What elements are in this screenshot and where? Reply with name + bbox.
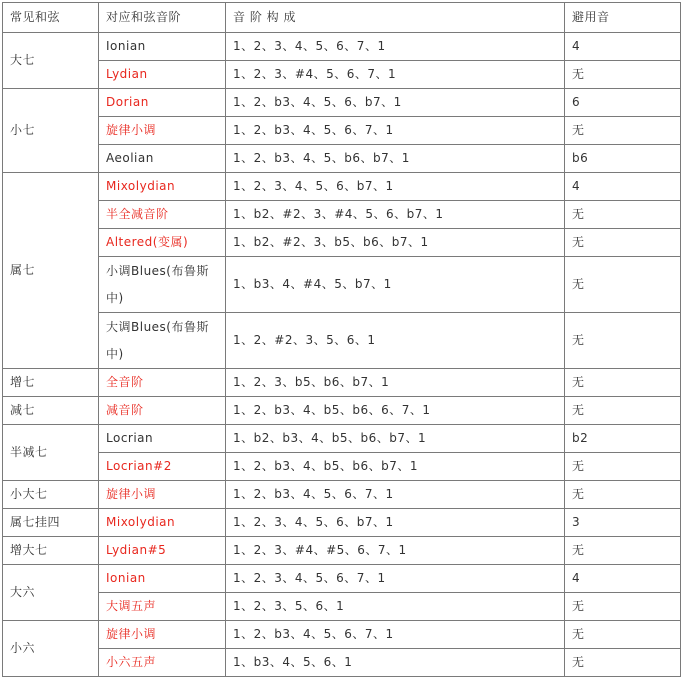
avoid-note-cell: 无 — [565, 201, 681, 229]
table-row — [3, 565, 681, 593]
scale-formula-cell: 1、2、b3、4、b5、b6、6、7、1 — [226, 397, 565, 425]
scale-name-cell: 减音阶 — [99, 397, 226, 425]
avoid-note-cell: 无 — [565, 369, 681, 397]
table-row — [3, 621, 681, 649]
chord-name-cell: 小七 — [3, 89, 99, 173]
scale-name-cell: Lydian — [99, 61, 226, 89]
table-row — [3, 61, 681, 89]
table-row — [3, 201, 681, 229]
table-row — [3, 89, 681, 117]
avoid-note-cell: 无 — [565, 313, 681, 369]
avoid-note-cell: 无 — [565, 61, 681, 89]
avoid-note-cell: 无 — [565, 537, 681, 565]
scale-formula-cell: 1、2、b3、4、5、6、b7、1 — [226, 89, 565, 117]
scale-formula-cell: 1、2、3、4、5、6、b7、1 — [226, 509, 565, 537]
header-chord: 常见和弦 — [3, 3, 99, 33]
scale-name-cell: 全音阶 — [99, 369, 226, 397]
chord-name-cell: 大六 — [3, 565, 99, 621]
avoid-note-cell: 无 — [565, 229, 681, 257]
scale-name-cell: 大调Blues(布鲁斯中) — [99, 313, 226, 369]
avoid-note-cell: 4 — [565, 565, 681, 593]
scale-formula-cell: 1、b2、b3、4、b5、b6、b7、1 — [226, 425, 565, 453]
scale-name-cell: 旋律小调 — [99, 117, 226, 145]
chord-name-cell: 增大七 — [3, 537, 99, 565]
scale-name-cell: Altered(变属) — [99, 229, 226, 257]
scale-name-cell: Locrian#2 — [99, 453, 226, 481]
table-row — [3, 537, 681, 565]
scale-formula-cell: 1、2、3、4、5、6、7、1 — [226, 565, 565, 593]
avoid-note-cell: 无 — [565, 397, 681, 425]
table-row — [3, 257, 681, 313]
scale-formula-cell: 1、2、b3、4、5、6、7、1 — [226, 481, 565, 509]
scale-formula-cell: 1、2、b3、4、5、6、7、1 — [226, 117, 565, 145]
chord-scale-table — [2, 2, 681, 677]
table-row — [3, 117, 681, 145]
table-row — [3, 369, 681, 397]
scale-name-cell: Dorian — [99, 89, 226, 117]
avoid-note-cell: 3 — [565, 509, 681, 537]
table-row — [3, 425, 681, 453]
table-row — [3, 481, 681, 509]
avoid-note-cell: 无 — [565, 481, 681, 509]
scale-formula-cell: 1、b3、4、5、6、1 — [226, 649, 565, 677]
header-avoid: 避用音 — [565, 3, 681, 33]
scale-name-cell: Ionian — [99, 565, 226, 593]
scale-formula-cell: 1、2、b3、4、5、b6、b7、1 — [226, 145, 565, 173]
scale-name-cell: Lydian#5 — [99, 537, 226, 565]
avoid-note-cell: b2 — [565, 425, 681, 453]
scale-name-cell: Ionian — [99, 33, 226, 61]
avoid-note-cell: 无 — [565, 453, 681, 481]
avoid-note-cell: 4 — [565, 33, 681, 61]
table-row — [3, 397, 681, 425]
scale-formula-cell: 1、2、3、5、6、1 — [226, 593, 565, 621]
scale-name-cell: Aeolian — [99, 145, 226, 173]
scale-formula-cell: 1、b2、#2、3、#4、5、6、b7、1 — [226, 201, 565, 229]
chord-name-cell: 小六 — [3, 621, 99, 677]
table-row — [3, 593, 681, 621]
chord-name-cell: 属七挂四 — [3, 509, 99, 537]
scale-name-cell: 小六五声 — [99, 649, 226, 677]
header-row — [3, 3, 681, 33]
scale-formula-cell: 1、2、b3、4、5、6、7、1 — [226, 621, 565, 649]
scale-formula-cell: 1、2、3、4、5、6、7、1 — [226, 33, 565, 61]
scale-formula-cell: 1、2、3、b5、b6、b7、1 — [226, 369, 565, 397]
scale-name-cell: 旋律小调 — [99, 481, 226, 509]
table-row — [3, 313, 681, 369]
avoid-note-cell: 无 — [565, 257, 681, 313]
scale-formula-cell: 1、2、b3、4、b5、b6、b7、1 — [226, 453, 565, 481]
chord-name-cell: 小大七 — [3, 481, 99, 509]
table-row — [3, 33, 681, 61]
chord-name-cell: 增七 — [3, 369, 99, 397]
scale-name-cell: 大调五声 — [99, 593, 226, 621]
scale-name-cell: 半全减音阶 — [99, 201, 226, 229]
avoid-note-cell: 无 — [565, 649, 681, 677]
table-row — [3, 453, 681, 481]
scale-formula-cell: 1、b2、#2、3、b5、b6、b7、1 — [226, 229, 565, 257]
header-formula: 音 阶 构 成 — [226, 3, 565, 33]
scale-formula-cell: 1、2、3、#4、5、6、7、1 — [226, 61, 565, 89]
table-row — [3, 649, 681, 677]
avoid-note-cell: 无 — [565, 621, 681, 649]
table-body — [3, 3, 681, 677]
avoid-note-cell: 无 — [565, 593, 681, 621]
scale-formula-cell: 1、b3、4、#4、5、b7、1 — [226, 257, 565, 313]
table-row — [3, 173, 681, 201]
table-row — [3, 145, 681, 173]
scale-name-cell: 旋律小调 — [99, 621, 226, 649]
scale-name-cell: Locrian — [99, 425, 226, 453]
scale-name-cell: Mixolydian — [99, 173, 226, 201]
chord-name-cell: 大七 — [3, 33, 99, 89]
table-row — [3, 229, 681, 257]
scale-formula-cell: 1、2、3、4、5、6、b7、1 — [226, 173, 565, 201]
avoid-note-cell: 4 — [565, 173, 681, 201]
chord-name-cell: 减七 — [3, 397, 99, 425]
table-row — [3, 509, 681, 537]
avoid-note-cell: b6 — [565, 145, 681, 173]
avoid-note-cell: 无 — [565, 117, 681, 145]
avoid-note-cell: 6 — [565, 89, 681, 117]
header-scale: 对应和弦音阶 — [99, 3, 226, 33]
scale-name-cell: Mixolydian — [99, 509, 226, 537]
scale-formula-cell: 1、2、#2、3、5、6、1 — [226, 313, 565, 369]
scale-name-cell: 小调Blues(布鲁斯中) — [99, 257, 226, 313]
scale-formula-cell: 1、2、3、#4、#5、6、7、1 — [226, 537, 565, 565]
chord-name-cell: 属七 — [3, 173, 99, 369]
chord-name-cell: 半减七 — [3, 425, 99, 481]
